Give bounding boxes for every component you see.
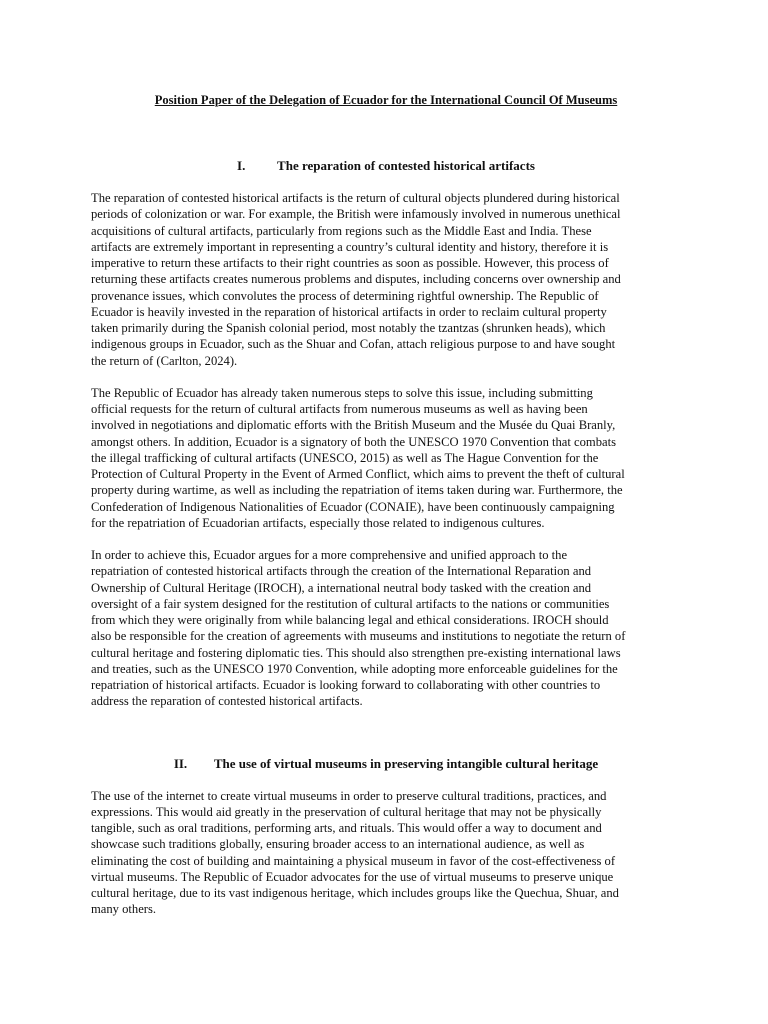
paragraph-line: acquisitions of cultural artifacts, particularly from regions such as the Middle East and India. These <box>91 223 592 238</box>
paragraph-line: In order to achieve this, Ecuador argues for a more comprehensive and unified approach to the <box>91 548 568 562</box>
section-2-number: II. <box>173 755 188 771</box>
paragraph-line: tangible, such as oral traditions, performing arts, and rituals. This would offer a way to document and <box>91 821 602 835</box>
paragraph-line: repatriation of historical artifacts. Ecuador is looking forward to collaborating with other countries to <box>91 678 601 692</box>
paragraph-line: the illegal trafficking of cultural artifacts (UNESCO, 2015) as well as The Hague Convention for the <box>91 450 599 465</box>
paragraph-line: The reparation of contested historical artifacts is the return of cultural objects plundered during historical <box>91 191 620 205</box>
paragraph-line: showcase such traditions globally, ensuring broader access to an international audience, as well as <box>91 837 585 852</box>
paragraph-line: Ownership of Cultural Heritage (IROCH), a international neutral body tasked with the creation and <box>91 580 592 595</box>
paragraph-line: many others. <box>91 902 157 917</box>
section-2-heading <box>91 756 681 772</box>
section-1-paragraph-2 <box>91 385 681 531</box>
section-1-heading <box>91 158 681 174</box>
paragraph-line: virtual museums. The Republic of Ecuador advocates for the use of virtual museums to preserve unique <box>91 869 614 884</box>
section-1-paragraph-1 <box>91 190 681 369</box>
paragraph-line: repatriation of contested historical artifacts through the creation of the International Reparation and <box>91 564 592 579</box>
paragraph-line: indigenous groups in Ecuador, such as the Shuar and Cofan, attach religious purpose to and have sought <box>91 337 616 352</box>
paragraph-line: amongst others. In addition, Ecuador is a signatory of both the UNESCO 1970 Convention that combats <box>91 434 617 449</box>
paragraph-line: and treaties, such as the UNESCO 1970 Convention, while adopting more enforceable guidelines for the <box>91 661 618 676</box>
paragraph-line: from which they were originally from while balancing legal and ethical considerations. IROCH should <box>91 613 609 627</box>
document-page <box>91 92 681 918</box>
paragraph-line: involved in negotiations and diplomatic efforts with the British Museum and the Musée du Quai Branly, <box>91 418 616 433</box>
paragraph-line: expressions. This would aid greatly in the preservation of cultural heritage that may not be physically <box>91 804 602 819</box>
paragraph-line: artifacts are extremely important in representing a country’s cultural identity and history, therefore it is <box>91 239 609 254</box>
paragraph-line: Confederation of Indigenous Nationalities of Ecuador (CONAIE), have been continuously campaigning <box>91 499 615 514</box>
paragraph-line: cultural heritage and fostering diplomatic ties. This should also strengthen pre-existing international laws <box>91 645 621 660</box>
paragraph-line: also be responsible for the creation of agreements with museums and institutions to negotiate the return of <box>91 629 626 644</box>
paragraph-line: taken primarily during the Spanish colonial period, most notably the tzantzas (shrunken heads), which <box>91 321 606 335</box>
paragraph-line: address the reparation of contested historical artifacts. <box>91 694 363 709</box>
paragraph-line: Protection of Cultural Property in the Event of Armed Conflict, which aims to prevent the theft of cultural <box>91 467 625 481</box>
paragraph-line: provenance issues, which convolutes the process of determining rightful ownership. The Republic of <box>91 288 599 303</box>
paragraph-line: Ecuador is heavily invested in the reparation of historical artifacts in order to reclaim cultural property <box>91 304 607 319</box>
paragraph-line: The use of the internet to create virtual museums in order to preserve cultural traditions, practices, and <box>91 788 607 803</box>
paragraph-line: cultural heritage, due to its vast indigenous heritage, which includes groups like the Quechua, Shuar, and <box>91 886 619 900</box>
paragraph-line: property during wartime, as well as including the repatriation of items taken during war. Furthermore, the <box>91 483 623 498</box>
paragraph-line: the return of (Carlton, 2024). <box>91 353 238 368</box>
section-1-title: The reparation of contested historical artifacts <box>277 158 535 173</box>
paragraph-line: official requests for the return of cultural artifacts from numerous museums as well as having been <box>91 402 588 416</box>
paragraph-line: periods of colonization or war. For example, the British were infamously involved in numerous unethical <box>91 207 621 222</box>
section-1-number: I. <box>237 158 246 173</box>
section-2-title: The use of virtual museums in preserving intangible cultural heritage <box>213 755 599 771</box>
section-1-paragraph-3 <box>91 547 681 710</box>
paragraph-line: eliminating the cost of building and maintaining a physical museum in favor of the cost-effectiveness of <box>91 853 616 868</box>
section-2-paragraph-1 <box>91 788 681 918</box>
paragraph-line: oversight of a fair system designed for the restitution of cultural artifacts to the nations or communities <box>91 596 610 611</box>
paragraph-line: imperative to return these artifacts to their right countries as soon as possible. However, this process of <box>91 256 609 270</box>
paragraph-line: returning these artifacts creates numerous problems and disputes, including concerns over ownership and <box>91 272 621 287</box>
paragraph-line: for the repatriation of Ecuadorian artifacts, especially those related to indigenous cultures. <box>91 515 545 530</box>
paragraph-line: The Republic of Ecuador has already taken numerous steps to solve this issue, including submitting <box>91 385 593 400</box>
document-title: Position Paper of the Delegation of Ecuador for the International Council Of Museums <box>154 93 618 107</box>
